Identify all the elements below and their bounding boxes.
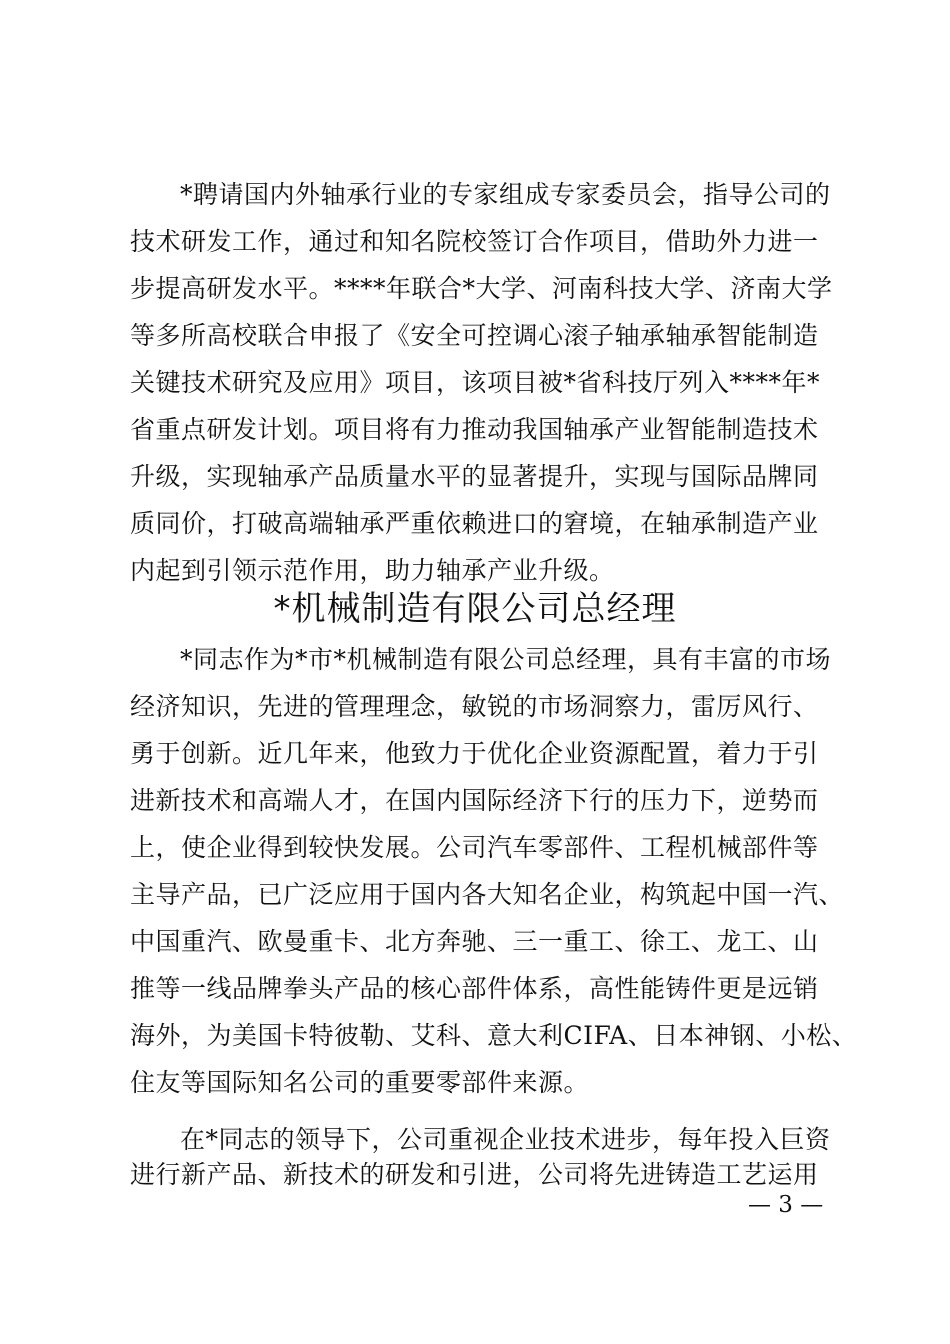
paragraph-2-line-3: 勇于创新。近几年来，他致力于优化企业资源配置，着力于引 bbox=[130, 739, 819, 768]
paragraph-1-line-8: 质同价，打破高端轴承严重依赖进口的窘境，在轴承制造产业 bbox=[130, 509, 819, 538]
paragraph-1-line-5: 关键技术研究及应用》项目，该项目被*省科技厅列入****年* bbox=[130, 368, 821, 397]
paragraph-1-line-7: 升级，实现轴承产品质量水平的显著提升，实现与国际品牌同 bbox=[130, 462, 819, 491]
paragraph-2-line-1: *同志作为*市*机械制造有限公司总经理，具有丰富的市场 bbox=[180, 645, 832, 674]
paragraph-2-line-5: 上，使企业得到较快发展。公司汽车零部件、工程机械部件等 bbox=[130, 833, 819, 862]
paragraph-2-line-7: 中国重汽、欧曼重卡、北方奔驰、三一重工、徐工、龙工、山 bbox=[130, 927, 819, 956]
paragraph-2-line-2: 经济知识，先进的管理理念，敏锐的市场洞察力，雷厉风行、 bbox=[130, 692, 819, 721]
paragraph-3-line-2: 进行新产品、新技术的研发和引进，公司将先进铸造工艺运用 bbox=[130, 1160, 819, 1189]
paragraph-2-line-10: 住友等国际知名公司的重要零部件来源。 bbox=[130, 1068, 590, 1097]
paragraph-2-line-4: 进新技术和高端人才，在国内国际经济下行的压力下，逆势而 bbox=[130, 786, 819, 815]
paragraph-1-line-1: *聘请国内外轴承行业的专家组成专家委员会，指导公司的 bbox=[180, 180, 831, 209]
paragraph-1-line-3: 步提高研发水平。****年联合*大学、河南科技大学、济南大学 bbox=[130, 274, 833, 303]
paragraph-1-line-6: 省重点研发计划。项目将有力推动我国轴承产业智能制造技术 bbox=[130, 415, 819, 444]
paragraph-1-line-9: 内起到引领示范作用，助力轴承产业升级。 bbox=[130, 556, 615, 585]
paragraph-1-line-4: 等多所高校联合申报了《安全可控调心滚子轴承轴承智能制造 bbox=[130, 321, 819, 350]
section-heading: *机械制造有限公司总经理 bbox=[273, 589, 677, 629]
paragraph-2-line-6: 主导产品，已广泛应用于国内各大知名企业，构筑起中国一汽、 bbox=[130, 880, 845, 909]
page-number: — 3 — bbox=[748, 1192, 824, 1218]
paragraph-2-line-8: 推等一线品牌拳头产品的核心部件体系，高性能铸件更是远销 bbox=[130, 974, 819, 1003]
paragraph-1-line-2: 技术研发工作，通过和知名院校签订合作项目，借助外力进一 bbox=[130, 227, 819, 256]
paragraph-3-line-1: 在*同志的领导下，公司重视企业技术进步，每年投入巨资 bbox=[180, 1125, 831, 1154]
paragraph-2-line-9: 海外，为美国卡特彼勒、艾科、意大利CIFA、日本神钢、小松、 bbox=[130, 1021, 858, 1050]
